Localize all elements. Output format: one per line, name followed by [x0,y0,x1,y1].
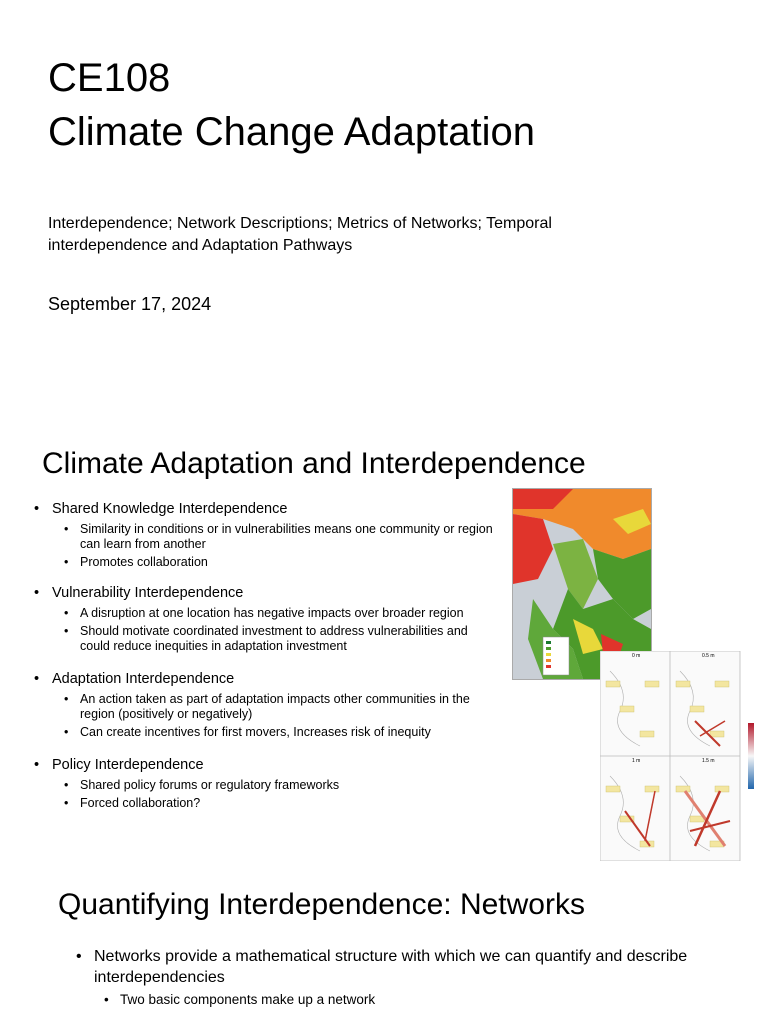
bullet-heading: • Shared Knowledge Interdependence [34,500,494,519]
sub-bullet: • Forced collaboration? [64,796,201,810]
panel-label: 0 m [632,653,641,659]
sub-bullet-text: Shared policy forums or regulatory frameworks [80,778,340,792]
bullet-heading: • Vulnerability Interdependence [34,584,494,603]
panel-label: 1 m [632,758,641,764]
flow-panels-figure [600,651,768,861]
sub-bullet-text: Forced collaboration? [80,796,201,810]
slide-title: Climate Change Adaptation [48,110,535,154]
section-title-interdependence: Climate Adaptation and Interdependence [42,447,586,480]
network-bullet: • Networks provide a mathematical structure with which we can quantify and describe interdependencies [76,948,688,986]
sub-bullet-text: Promotes collaboration [80,555,208,569]
panel-label: 1.5 m [702,758,715,764]
sub-bullet-text: An action taken as part of adaptation impacts other communities in the region (positively or negatively) [80,692,470,721]
sub-bullet-text: Should motivate coordinated investment to address vulnerabilities and could reduce inequities in adaptation investment [80,624,468,653]
bullet-heading: • Policy Interdependence [34,756,494,775]
bullet-heading: • Adaptation Interdependence [34,670,494,689]
sub-bullet: • Should motivate coordinated investment to address vulnerabilities and could reduce inequities in adaptation investment [64,624,468,653]
sub-bullet: • Similarity in conditions or in vulnerabilities means one community or region can learn from another [64,522,493,551]
sub-bullet: • An action taken as part of adaptation impacts other communities in the region (positively or negatively) [64,692,470,721]
sub-bullet: • Can create incentives for first movers, Increases risk of inequity [64,725,431,739]
bullet-group [34,670,494,740]
sub-bullet: • Shared policy forums or regulatory frameworks [64,778,340,792]
interdependence-bullet-list [34,500,494,823]
sub-bullet: • Promotes collaboration [64,555,208,569]
sub-bullet-text: Can create incentives for first movers, Increases risk of inequity [80,725,431,739]
sub-bullet: • A disruption at one location has negative impacts over broader region [64,606,464,620]
sub-bullet-text: A disruption at one location has negative impacts over broader region [80,606,464,620]
bullet-group [34,756,494,811]
slide-subtitle: Interdependence; Network Descriptions; Metrics of Networks; Temporal interdependence and Adaptation Pathways [48,215,552,254]
course-code: CE108 [48,56,171,100]
slide-date: September 17, 2024 [48,294,212,314]
network-sub-bullet-text: Two basic components make up a network [120,992,376,1007]
section-title-networks: Quantifying Interdependence: Networks [58,888,585,921]
network-sub-bullet: • Two basic components make up a network [104,992,376,1007]
bullet-group [34,500,494,570]
sub-bullet-text: Similarity in conditions or in vulnerabilities means one community or region can learn from another [80,522,493,551]
bullet-group [34,584,494,654]
panel-label: 0.5 m [702,653,715,659]
network-bullet-text: Networks provide a mathematical structure with which we can quantify and describe interdependencies [94,948,688,986]
